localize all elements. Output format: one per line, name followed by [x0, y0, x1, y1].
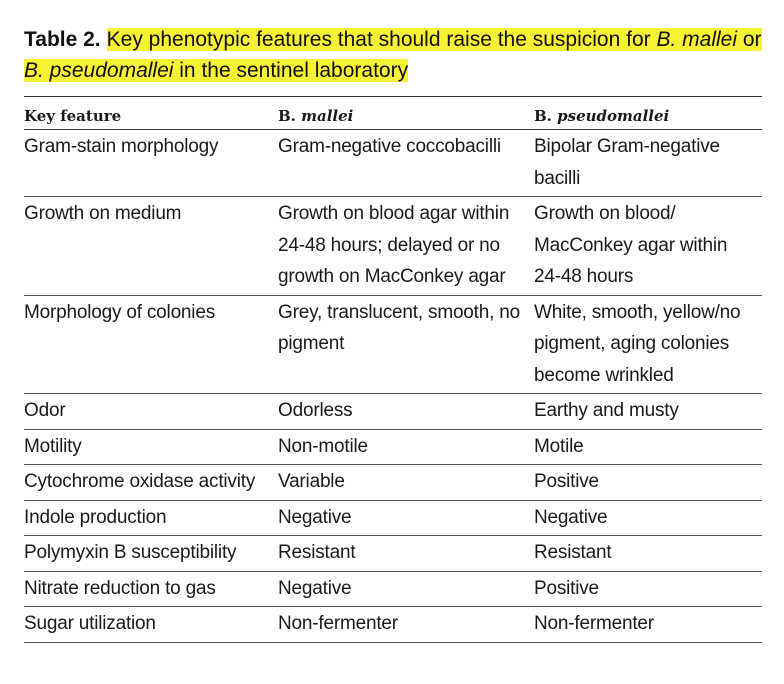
table-row: [24, 197, 762, 296]
phenotype-table: [24, 96, 762, 643]
header-genus-2: B.: [534, 107, 552, 125]
header-species-2: pseudomallei: [557, 107, 670, 125]
cell-mallei: Non-motile: [278, 429, 534, 465]
cell-mallei: Grey, translucent, smooth, no pigment: [278, 295, 534, 394]
cell-mallei: Growth on blood agar within 24-48 hours; delayed or no growth on MacConkey agar: [278, 197, 534, 296]
cell-feature: Sugar utilization: [24, 607, 278, 643]
table-caption: [24, 24, 764, 86]
table-row: [24, 607, 762, 643]
cell-feature: Odor: [24, 394, 278, 430]
cell-pseudomallei: Resistant: [534, 536, 762, 572]
header-genus-1: B.: [278, 107, 296, 125]
cell-mallei: Non-fermenter: [278, 607, 534, 643]
header-key-feature: Key feature: [24, 97, 278, 130]
cell-mallei: Variable: [278, 465, 534, 501]
table-row: [24, 130, 762, 197]
cell-mallei: Negative: [278, 500, 534, 536]
cell-mallei: Odorless: [278, 394, 534, 430]
cell-pseudomallei: Negative: [534, 500, 762, 536]
table-row: [24, 394, 762, 430]
cell-feature: Growth on medium: [24, 197, 278, 296]
table-row: [24, 295, 762, 394]
caption-highlight: [24, 28, 762, 82]
cell-feature: Nitrate reduction to gas: [24, 571, 278, 607]
cell-feature: Motility: [24, 429, 278, 465]
cell-mallei: Negative: [278, 571, 534, 607]
caption-connector: or: [742, 28, 762, 51]
cell-pseudomallei: Earthy and musty: [534, 394, 762, 430]
cell-feature: Indole production: [24, 500, 278, 536]
header-b-mallei: [278, 97, 534, 130]
caption-text-part2: in the sentinel laboratory: [179, 59, 409, 82]
table-row: [24, 571, 762, 607]
table-row: [24, 465, 762, 501]
header-species-1: mallei: [301, 107, 354, 125]
cell-feature: Morphology of colonies: [24, 295, 278, 394]
table-row: [24, 500, 762, 536]
cell-feature: Cytochrome oxidase activity: [24, 465, 278, 501]
caption-species-2: B. pseudomallei: [24, 59, 174, 82]
table-row: [24, 429, 762, 465]
header-b-pseudomallei: [534, 97, 762, 130]
cell-pseudomallei: White, smooth, yellow/no pigment, aging colonies become wrinkled: [534, 295, 762, 394]
header-row: [24, 97, 762, 130]
cell-mallei: Resistant: [278, 536, 534, 572]
cell-mallei: Gram-negative coccobacilli: [278, 130, 534, 197]
cell-pseudomallei: Positive: [534, 571, 762, 607]
cell-pseudomallei: Bipolar Gram-negative bacilli: [534, 130, 762, 197]
table-row: [24, 536, 762, 572]
caption-species-1: B. mallei: [656, 28, 738, 51]
cell-pseudomallei: Growth on blood/ MacConkey agar within 24-48 hours: [534, 197, 762, 296]
cell-pseudomallei: Non-fermenter: [534, 607, 762, 643]
caption-text-part1: Key phenotypic features that should raise the suspicion for: [106, 28, 651, 51]
cell-feature: Polymyxin B susceptibility: [24, 536, 278, 572]
cell-pseudomallei: Positive: [534, 465, 762, 501]
table-label: Table 2.: [24, 28, 101, 51]
cell-pseudomallei: Motile: [534, 429, 762, 465]
cell-feature: Gram-stain morphology: [24, 130, 278, 197]
